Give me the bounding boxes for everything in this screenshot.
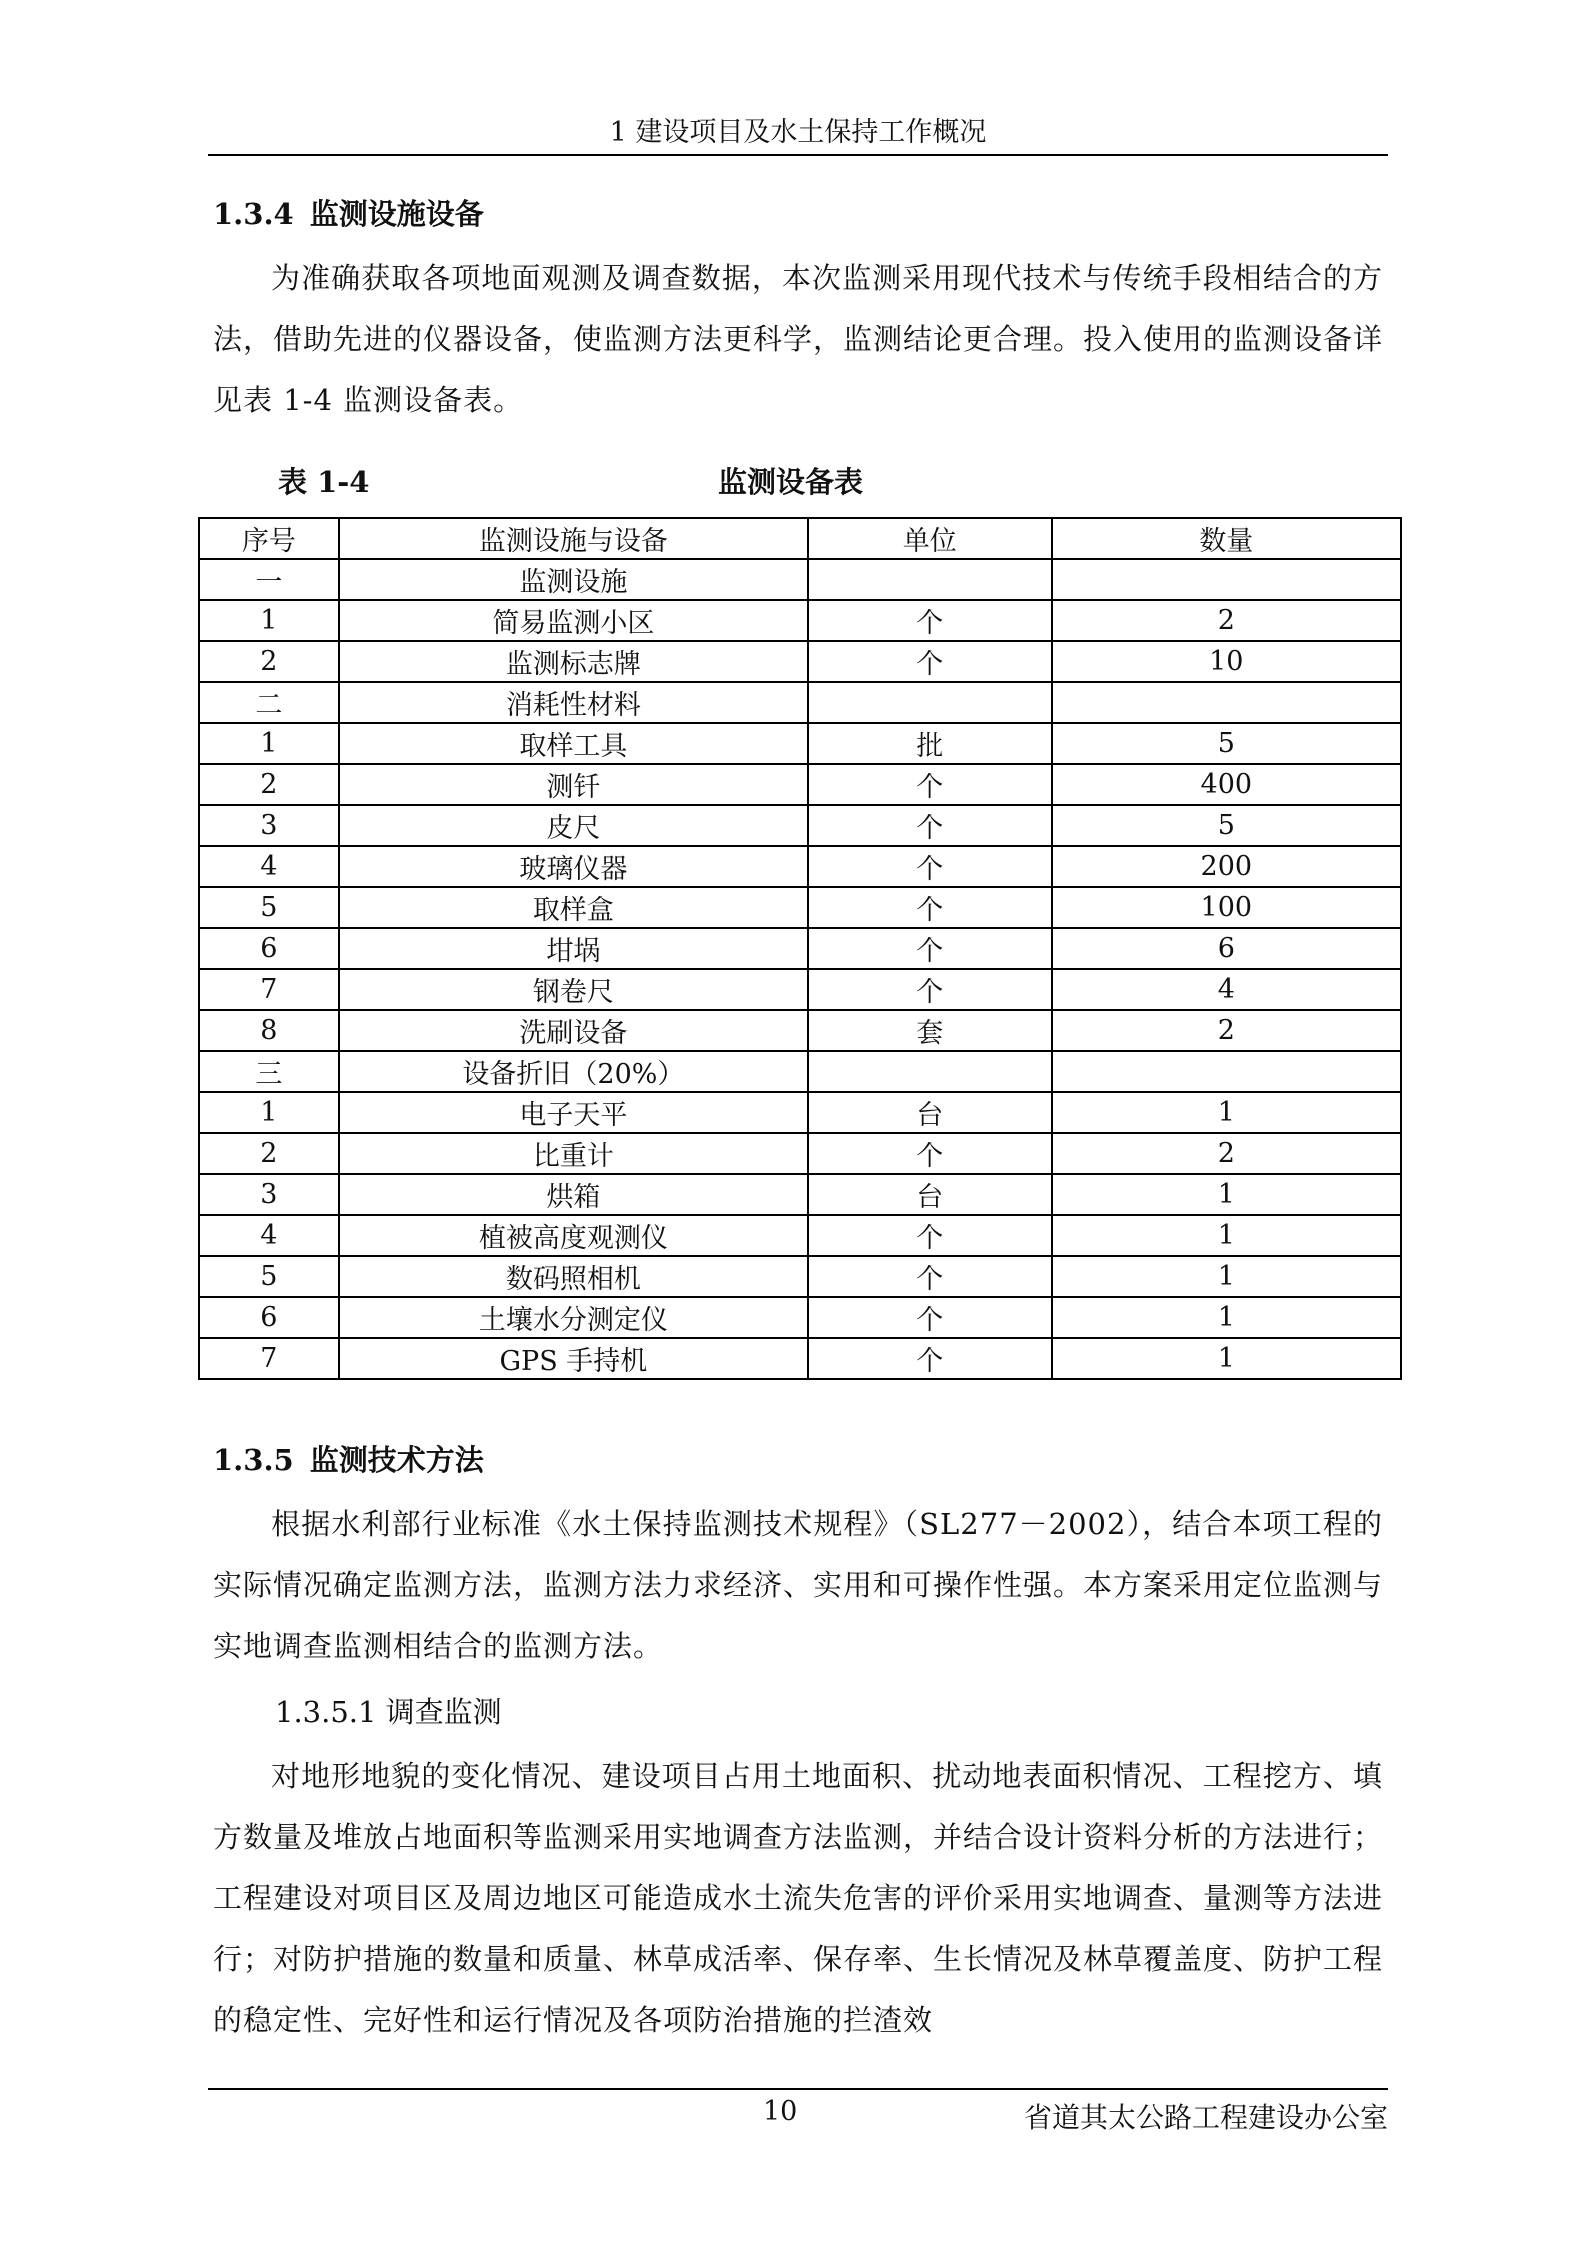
section-title: 监测设施设备 xyxy=(309,197,484,231)
table-number: 表 1-4 xyxy=(278,465,370,499)
cell-index: 一 xyxy=(199,559,339,600)
cell-unit: 个 xyxy=(808,600,1052,641)
cell-quantity: 1 xyxy=(1052,1092,1401,1133)
cell-item: 简易监测小区 xyxy=(339,600,808,641)
table-header-row xyxy=(199,518,1401,559)
table-row xyxy=(199,1092,1401,1133)
table-caption xyxy=(0,460,1587,504)
cell-item: 电子天平 xyxy=(339,1092,808,1133)
section-number: 1.3.4 xyxy=(213,197,294,231)
cell-index: 2 xyxy=(199,641,339,682)
cell-unit xyxy=(808,1051,1052,1092)
cell-unit: 个 xyxy=(808,1338,1052,1379)
table-row xyxy=(199,1215,1401,1256)
section-paragraph xyxy=(213,248,1383,431)
cell-quantity xyxy=(1052,1051,1401,1092)
cell-item: 监测标志牌 xyxy=(339,641,808,682)
cell-index: 2 xyxy=(199,1133,339,1174)
cell-unit: 个 xyxy=(808,969,1052,1010)
cell-index: 6 xyxy=(199,928,339,969)
cell-index: 1 xyxy=(199,600,339,641)
table-row xyxy=(199,846,1401,887)
paragraph-text: 根据水利部行业标准《水土保持监测技术规程》（SL277－2002），结合本项工程的实际情况确定监测方法，监测方法力求经济、实用和可操作性强。本方案采用定位监测与实地调查监测相结合的监测方法。 xyxy=(213,1507,1384,1663)
cell-unit: 个 xyxy=(808,1133,1052,1174)
cell-item: 测钎 xyxy=(339,764,808,805)
table-row xyxy=(199,559,1401,600)
table-row xyxy=(199,928,1401,969)
cell-item: 设备折旧（20%） xyxy=(339,1051,808,1092)
table-row xyxy=(199,1256,1401,1297)
cell-item: 皮尺 xyxy=(339,805,808,846)
cell-unit xyxy=(808,682,1052,723)
cell-unit xyxy=(808,559,1052,600)
cell-unit: 个 xyxy=(808,1256,1052,1297)
cell-item: GPS 手持机 xyxy=(339,1338,808,1379)
cell-quantity: 1 xyxy=(1052,1174,1401,1215)
table-row xyxy=(199,723,1401,764)
cell-index: 3 xyxy=(199,1174,339,1215)
cell-quantity: 10 xyxy=(1052,641,1401,682)
header-cell-index: 序号 xyxy=(199,518,339,559)
cell-quantity: 200 xyxy=(1052,846,1401,887)
equipment-table xyxy=(198,517,1402,1380)
cell-quantity: 1 xyxy=(1052,1297,1401,1338)
cell-item: 取样盒 xyxy=(339,887,808,928)
cell-quantity: 2 xyxy=(1052,600,1401,641)
header-cell-quantity: 数量 xyxy=(1052,518,1401,559)
header-cell-item: 监测设施与设备 xyxy=(339,518,808,559)
cell-unit: 台 xyxy=(808,1092,1052,1133)
cell-index: 7 xyxy=(199,969,339,1010)
table-row xyxy=(199,764,1401,805)
table-row xyxy=(199,682,1401,723)
cell-quantity xyxy=(1052,559,1401,600)
cell-unit: 个 xyxy=(808,1215,1052,1256)
cell-unit: 个 xyxy=(808,928,1052,969)
table-title: 监测设备表 xyxy=(718,465,864,499)
page-header xyxy=(208,112,1388,156)
table-row xyxy=(199,600,1401,641)
cell-unit: 个 xyxy=(808,1297,1052,1338)
section-number: 1.3.5 xyxy=(213,1443,294,1477)
paragraph-text: 为准确获取各项地面观测及调查数据，本次监测采用现代技术与传统手段相结合的方法，借助先进的仪器设备，使监测方法更科学，监测结论更合理。投入使用的监测设备详见表 1-4 监测设备表。 xyxy=(213,261,1384,417)
cell-item: 监测设施 xyxy=(339,559,808,600)
cell-quantity: 5 xyxy=(1052,723,1401,764)
section-heading-1-3-5 xyxy=(213,1440,484,1480)
table-row xyxy=(199,1174,1401,1215)
cell-index: 6 xyxy=(199,1297,339,1338)
cell-index: 8 xyxy=(199,1010,339,1051)
page-footer xyxy=(208,2088,1388,2136)
section-heading-1-3-4 xyxy=(213,194,484,234)
cell-unit: 批 xyxy=(808,723,1052,764)
cell-unit: 个 xyxy=(808,805,1052,846)
cell-index: 4 xyxy=(199,846,339,887)
cell-quantity: 5 xyxy=(1052,805,1401,846)
subsection-paragraph xyxy=(213,1746,1383,2051)
cell-item: 钢卷尺 xyxy=(339,969,808,1010)
header-cell-unit: 单位 xyxy=(808,518,1052,559)
cell-index: 5 xyxy=(199,1256,339,1297)
cell-unit: 台 xyxy=(808,1174,1052,1215)
table-row xyxy=(199,887,1401,928)
cell-item: 土壤水分测定仪 xyxy=(339,1297,808,1338)
cell-index: 2 xyxy=(199,764,339,805)
cell-quantity: 100 xyxy=(1052,887,1401,928)
cell-quantity: 1 xyxy=(1052,1338,1401,1379)
table-row xyxy=(199,1338,1401,1379)
cell-index: 7 xyxy=(199,1338,339,1379)
cell-item: 数码照相机 xyxy=(339,1256,808,1297)
cell-index: 1 xyxy=(199,723,339,764)
cell-quantity: 400 xyxy=(1052,764,1401,805)
section-paragraph xyxy=(213,1494,1383,1677)
cell-item: 取样工具 xyxy=(339,723,808,764)
table-row xyxy=(199,1051,1401,1092)
table-row xyxy=(199,1297,1401,1338)
cell-item: 玻璃仪器 xyxy=(339,846,808,887)
table-row xyxy=(199,1133,1401,1174)
cell-quantity: 2 xyxy=(1052,1133,1401,1174)
cell-quantity: 6 xyxy=(1052,928,1401,969)
cell-quantity: 1 xyxy=(1052,1215,1401,1256)
cell-quantity xyxy=(1052,682,1401,723)
paragraph-text: 对地形地貌的变化情况、建设项目占用土地面积、扰动地表面积情况、工程挖方、填方数量及堆放占地面积等监测采用实地调查方法监测，并结合设计资料分析的方法进行；工程建设对项目区及周边地区可能造成水土流失危害的评价采用实地调查、量测等方法进行；对防护措施的数量和质量、林草成活率、保存率、生长情况及林草覆盖度、防护工程的稳定性、完好性和运行情况及各项防治措施的拦渣效 xyxy=(213,1759,1384,2037)
page-number: 10 xyxy=(763,2096,798,2127)
cell-item: 烘箱 xyxy=(339,1174,808,1215)
cell-item: 比重计 xyxy=(339,1133,808,1174)
cell-unit: 套 xyxy=(808,1010,1052,1051)
cell-quantity: 1 xyxy=(1052,1256,1401,1297)
cell-index: 5 xyxy=(199,887,339,928)
cell-item: 洗刷设备 xyxy=(339,1010,808,1051)
cell-unit: 个 xyxy=(808,641,1052,682)
subsection-heading: 1.3.5.1 调查监测 xyxy=(275,1695,502,1729)
cell-item: 植被高度观测仪 xyxy=(339,1215,808,1256)
cell-item: 消耗性材料 xyxy=(339,682,808,723)
footer-organization: 省道其太公路工程建设办公室 xyxy=(1023,2101,1388,2134)
cell-quantity: 4 xyxy=(1052,969,1401,1010)
cell-index: 3 xyxy=(199,805,339,846)
cell-item: 坩埚 xyxy=(339,928,808,969)
cell-quantity: 2 xyxy=(1052,1010,1401,1051)
table-row xyxy=(199,969,1401,1010)
cell-unit: 个 xyxy=(808,846,1052,887)
cell-unit: 个 xyxy=(808,764,1052,805)
table-row xyxy=(199,641,1401,682)
header-title: 1 建设项目及水土保持工作概况 xyxy=(609,117,987,148)
cell-index: 三 xyxy=(199,1051,339,1092)
cell-index: 4 xyxy=(199,1215,339,1256)
cell-index: 1 xyxy=(199,1092,339,1133)
table-row xyxy=(199,1010,1401,1051)
table-row xyxy=(199,805,1401,846)
cell-index: 二 xyxy=(199,682,339,723)
cell-unit: 个 xyxy=(808,887,1052,928)
section-title: 监测技术方法 xyxy=(309,1443,484,1477)
